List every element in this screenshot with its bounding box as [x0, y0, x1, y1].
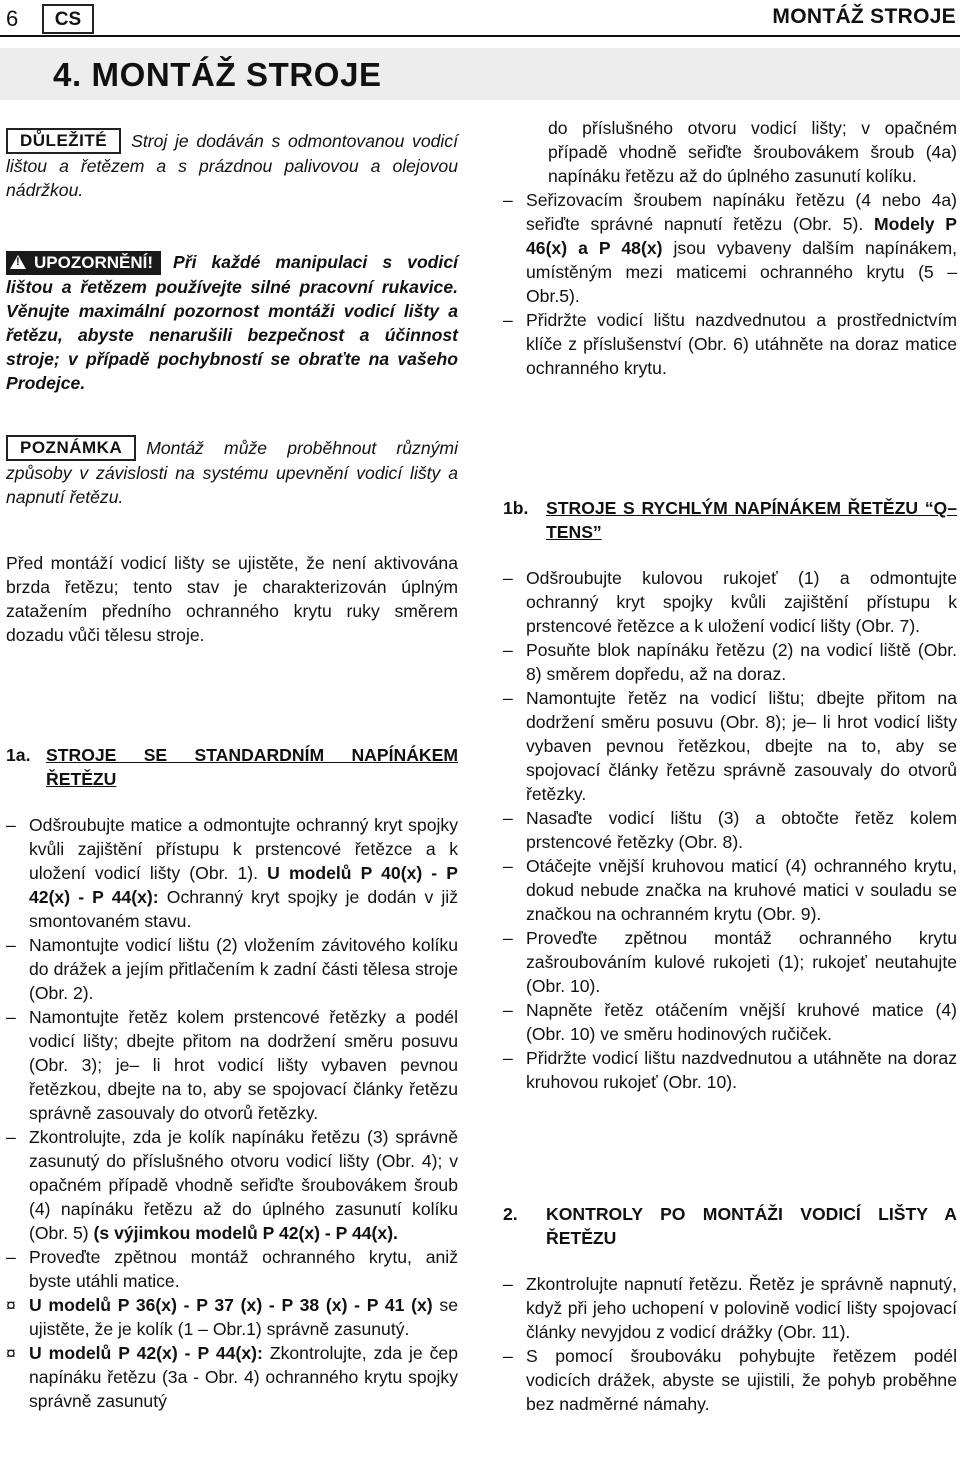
item-bold: (s výjimkou modelů P 42(x) - P 44(x).	[93, 1223, 398, 1243]
note-text: Montáž může proběhnout různými způsoby v závislosti na systému upevnění vodicí lišty a napnutí řetězu.	[6, 438, 458, 507]
warning-text: Při každé manipulaci s vodicí lištou a řetězem používejte silné pracovní rukavice. Věnujte maximální pozornost montáži vodicí lišty a řetězu, abyste nenarušili bezpečnost a účinnost stroje; v případě pochybností se obraťte na vašeho Prodejce.	[6, 252, 458, 393]
item-text: Proveďte zpětnou montáž ochranného krytu, aniž byste utáhli matice.	[29, 1247, 458, 1291]
section-1a-title: STROJE SE STANDARDNÍM NAPÍNÁKEM ŘETĚZU	[46, 745, 458, 789]
intro-paragraph: Před montáží vodicí lišty se ujistěte, že není aktivována brzda řetězu; tento stav je charakterizován úplným zatažením předního ochranného krytu ruky směrem dozadu vůči tělesu stroje.	[6, 553, 458, 645]
important-text: Stroj je dodáván s odmontovanou vodicí lištou a řetězem a s prázdnou palivovou a olejovou nádržkou.	[6, 131, 458, 200]
item-text: Zkontrolujte, zda je kolík napínáku řetězu (3) správně zasunutý do příslušného otvoru vodicí lišty (Obr. 4); v opačném případě vhodně seřiďte šroubovákem šroub (4) napínáku řetězu až do úplného zasunutí kolíku (Obr. 5)	[29, 1127, 458, 1243]
section-1b-title: STROJE S RYCHLÝM NAPÍNÁKEM ŘETĚZU “Q– TENS”	[546, 498, 957, 542]
warning-label-text: UPOZORNĚNÍ!	[34, 253, 153, 272]
section-1b-heading	[503, 496, 957, 544]
list-item: – Proveďte zpětnou montáž ochranného krytu zašroubováním kulové rukojeti (1); rukojeť neutahujte (Obr. 10).	[503, 926, 957, 998]
section-2-heading	[503, 1202, 957, 1250]
item-text: se ujistěte, že je kolík (1 – Obr.1) správně zasunutý.	[29, 1295, 458, 1339]
item-text: Zkontrolujte, zda je čep napínáku řetězu (3a - Obr. 4) ochranného krytu spojky správně zasunutý	[29, 1343, 458, 1411]
warning-note	[6, 250, 458, 395]
left-column	[6, 128, 458, 1413]
item-bold: Modely P 46(x) a P 48(x)	[526, 214, 958, 258]
section-2-list	[503, 1272, 957, 1416]
list-item	[503, 308, 957, 380]
important-note	[6, 128, 458, 202]
right-top-list	[503, 188, 957, 380]
section-1a-heading	[6, 743, 458, 791]
item-text: Namontujte vodicí lištu (2) vložením závitového kolíku do drážek a jejím přitlačením k zadní části tělesa stroje (Obr. 2).	[29, 935, 458, 1003]
item-text: Namontujte řetěz kolem prstencové řetězky a podél vodicí lišty; dbejte přitom na dodržení směru posuvu (Obr. 3); je– li hrot vodicí lišty vybaven pevnou řetězkou, dbejte na to, aby se spojovací články řetězu správně zasouvaly do otvorů řetězky.	[29, 1007, 458, 1123]
list-item	[6, 813, 458, 933]
list-item	[503, 188, 957, 308]
list-item: – Otáčejte vnější kruhovou maticí (4) ochranného krytu, dokud nebude značka na kruhové matici v souladu se značkou na ochranném krytu (Obr. 9).	[503, 854, 957, 926]
item-bold: U modelů P 36(x) - P 37 (x) - P 38 (x) - P 41 (x)	[29, 1295, 433, 1315]
section-2-title: KONTROLY PO MONTÁŽI VODICÍ LIŠTY A ŘETĚZU	[546, 1204, 957, 1248]
warning-label	[6, 251, 161, 275]
note-label: POZNÁMKA	[6, 435, 136, 461]
warning-triangle-icon	[10, 255, 26, 269]
list-item: – Posuňte blok napínáku řetězu (2) na vodicí liště (Obr. 8) směrem dopředu, až na doraz.	[503, 638, 957, 686]
header-rule	[0, 35, 960, 37]
list-item	[6, 1245, 458, 1293]
section-1a-number: 1a.	[6, 745, 31, 765]
item-text: Odšroubujte matice a odmontujte ochranný kryt spojky kvůli zajištění přístupu k prstencové řetězce a k uložení vodicí lišty (Obr. 1).	[29, 815, 458, 883]
list-item: – Namontujte řetěz na vodicí lištu; dbejte přitom na dodržení směru posuvu (Obr. 8); je– li hrot vodicí lišty vybaven pevnou řetězkou, dbejte na to, aby se spojovací články řetězu správně zasouvaly do otvorů řetězky.	[503, 686, 957, 806]
item-tail: jsou vybaveny dalším napínákem, umístěným mezi maticemi ochranného krytu (5 – Obr.5).	[526, 238, 957, 306]
continuation-paragraph: do příslušného otvoru vodicí lišty; v opačném případě vhodně seřiďte šroubovákem šroub (4a) napínáku řetězu až do úplného zasunutí kolíku.	[548, 118, 957, 186]
page-number: 6	[6, 6, 19, 31]
language-badge: CS	[42, 4, 94, 34]
right-column	[503, 116, 957, 1416]
section-1b-list	[503, 566, 957, 1094]
section-1a-list	[6, 813, 458, 1413]
list-item-symbol	[6, 1293, 458, 1341]
important-label: DŮLEŽITÉ	[6, 128, 121, 154]
list-item-symbol	[6, 1341, 458, 1413]
section-title: 4. MONTÁŽ STROJE	[53, 56, 382, 93]
item-text: Přidržte vodicí lištu nazdvednutou a prostřednictvím klíče z příslušenství (Obr. 6) utáhněte na doraz matice ochranného krytu.	[526, 310, 957, 378]
list-item: – Zkontrolujte napnutí řetězu. Řetěz je správně napnutý, když při jeho uchopení v polovině vodicí lišty spojovací články nevyjdou z vodicí drážky (Obr. 11).	[503, 1272, 957, 1344]
poznamka-note	[6, 435, 458, 509]
item-text: Seřizovacím šroubem napínáku řetězu (4 nebo 4a) seřiďte správné napnutí řetězu (Obr. 5).	[526, 190, 957, 234]
list-item	[6, 1005, 458, 1125]
list-item: – Odšroubujte kulovou rukojeť (1) a odmontujte ochranný kryt spojky kvůli zajištění přístupu k prstencové řetězce a k uložení vodicí lišty (Obr. 7).	[503, 566, 957, 638]
section-2-number: 2.	[503, 1204, 518, 1224]
item-bold: U modelů P 40(x) - P 42(x) - P 44(x):	[29, 863, 459, 907]
item-tail: Ochranný kryt spojky je dodán v již smontovaném stavu.	[29, 887, 458, 931]
running-title: MONTÁŽ STROJE	[772, 5, 956, 28]
list-item: – S pomocí šroubováku pohybujte řetězem podél vodicích drážek, abyste se ujistili, že pohyb proběhne bez nadměrné námahy.	[503, 1344, 957, 1416]
list-item: – Přidržte vodicí lištu nazdvednutou a utáhněte na doraz kruhovou rukojeť (Obr. 10).	[503, 1046, 957, 1094]
item-bold: U modelů P 42(x) - P 44(x):	[29, 1343, 263, 1363]
list-item	[6, 933, 458, 1005]
list-item	[6, 1125, 458, 1245]
list-item: – Nasaďte vodicí lištu (3) a obtočte řetěz kolem prstencové řetězky (Obr. 8).	[503, 806, 957, 854]
section-1b-number: 1b.	[503, 498, 529, 518]
list-item: – Napněte řetěz otáčením vnější kruhové matice (4) (Obr. 10) ve směru hodinových ručiček.	[503, 998, 957, 1046]
